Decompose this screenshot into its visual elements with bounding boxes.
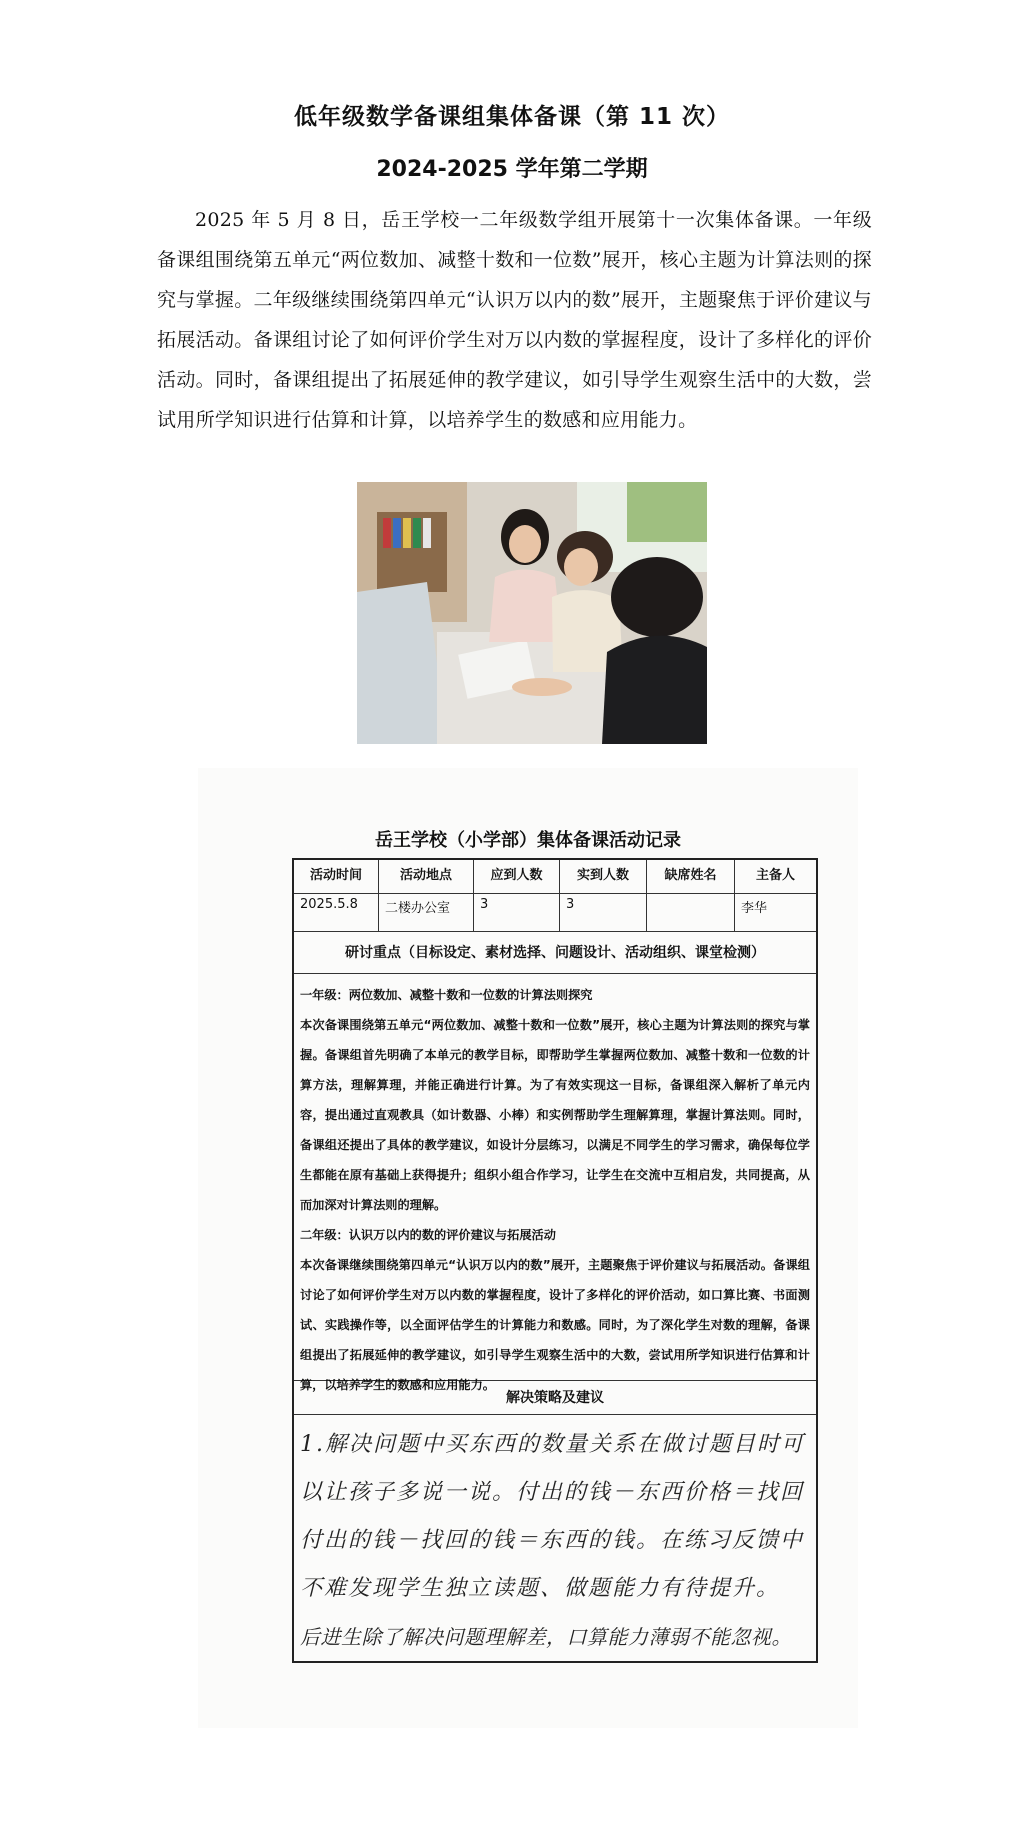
focus-header: 研讨重点（目标设定、素材选择、问题设计、活动组织、课堂检测）: [294, 932, 816, 974]
intro-paragraph: 2025 年 5 月 8 日，岳王学校一二年级数学组开展第十一次集体备课。一年级备课组围绕第五单元“两位数加、减整十数和一位数”展开，核心主题为计算法则的探究与掌握。二年级继续围绕第四单元“认识万以内的数”展开，主题聚焦于评价建议与拓展活动。备课组讨论了如何评价学生对万以内数的掌握程度，设计了多样化的评价活动。同时，备课组提出了拓展延伸的教学建议，如引导学生观察生活中的大数，尝试用所学知识进行估算和计算，以培养学生的数感和应用能力。: [157, 209, 872, 431]
header-absent-names: 缺席姓名: [647, 860, 735, 893]
value-activity-location: 二楼办公室: [379, 894, 474, 931]
value-absent-names: [647, 894, 735, 931]
grade2-text: 本次备课继续围绕第四单元“认识万以内的数”展开，主题聚焦于评价建议与拓展活动。备课组讨论了如何评价学生对万以内数的掌握程度，设计了多样化的评价活动，如口算比赛、书面测试、实践操作等，以全面评估学生的计算能力和数感。同时，为了深化学生对数的理解，备课组提出了拓展延伸的教学建议，如引导学生观察生活中的大数，尝试用所学知识进行估算和计算，以培养学生的数感和应用能力。: [300, 1258, 810, 1392]
focus-body: [294, 974, 816, 1392]
header-actual-count: 实到人数: [560, 860, 647, 893]
strategy-section: [294, 1381, 816, 1661]
header-lead-preparer: 主备人: [755, 868, 795, 883]
value-lead-preparer: 李华: [741, 901, 768, 916]
meeting-photo-illustration: [357, 482, 707, 744]
focus-section: [294, 932, 816, 1392]
value-actual-count: 3: [560, 894, 647, 931]
value-activity-time: 2025.5.8: [294, 894, 379, 931]
meeting-photo: [357, 482, 707, 744]
grade1-text: 本次备课围绕第五单元“两位数加、减整十数和一位数”展开，核心主题为计算法则的探究与掌握。备课组首先明确了本单元的教学目标，即帮助学生掌握两位数加、减整十数和一位数的计算方法，理解算理，并能正确进行计算。为了有效实现这一目标，备课组深入解析了单元内容，提出通过直观教具（如计数器、小棒）和实例帮助学生理解算理，掌握计算法则。同时，备课组还提出了具体的教学建议，如设计分层练习，以满足不同学生的学习需求，确保每位学生都能在原有基础上获得提升；组织小组合作学习，让学生在交流中互相启发，共同提高，从而加深对计算法则的理解。: [300, 1018, 810, 1212]
document-subtitle: 2024-2025 学年第二学期: [376, 157, 648, 182]
handwritten-line: 以让孩子多说一说。付出的钱－东西价格＝找回: [300, 1480, 805, 1505]
handwritten-line: 付出的钱－找回的钱＝东西的钱。在练习反馈中: [300, 1528, 805, 1553]
grade1-title: 一年级：两位数加、减整十数和一位数的计算法则探究: [300, 988, 593, 1002]
value-expected-count: 3: [474, 894, 560, 931]
handwritten-notes: [294, 1415, 816, 1661]
strategy-header: 解决策略及建议: [294, 1381, 816, 1415]
table-value-row: [294, 894, 816, 932]
handwritten-line: 不难发现学生独立读题、做题能力有待提升。: [300, 1576, 781, 1601]
header-expected-count: 应到人数: [474, 860, 560, 893]
form-title: 岳王学校（小学部）集体备课活动记录: [375, 830, 681, 851]
header-activity-location: 活动地点: [379, 860, 474, 893]
table-header-row: [294, 860, 816, 894]
activity-record-table: [292, 858, 818, 1663]
document-title: 低年级数学备课组集体备课（第 11 次）: [293, 104, 731, 130]
handwritten-line: 1.解决问题中买东西的数量关系在做讨题目时可: [300, 1432, 805, 1457]
handwritten-line: 后进生除了解决问题理解差，口算能力薄弱不能忽视。: [300, 1625, 792, 1649]
activity-record-scan: [198, 768, 858, 1728]
grade2-title: 二年级：认识万以内的数的评价建议与拓展活动: [300, 1228, 556, 1242]
header-activity-time: 活动时间: [294, 860, 379, 893]
